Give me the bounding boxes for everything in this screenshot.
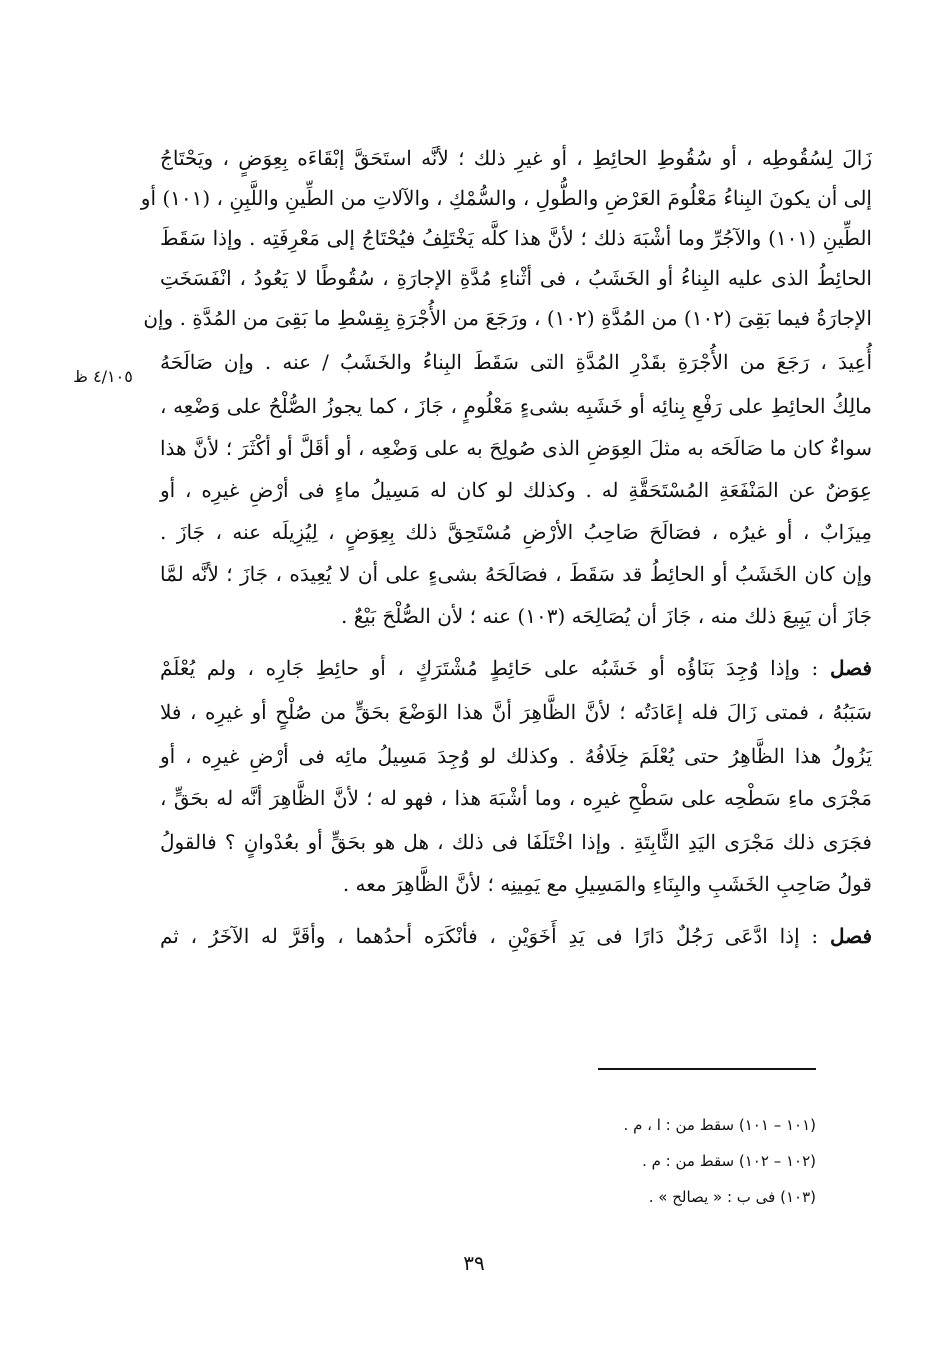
text-line: مَجْرَى ماءِ سَطْحِه على سَطْحِ غيرِه ، وما أشْبَهَ هذا ، فهو له ؛ لأنَّ الظَّاهِرَ أنَّه له بحَقٍّ ، [160, 786, 872, 810]
text-line: أُعِيدَ ، رَجَعَ من الأُجْرَةِ بقَدْرِ المُدَّةِ التى سَقَطَ البِناءُ والخَشَبُ / عنه . وإن صَالَحَهُ [160, 350, 872, 374]
main-text [140, 138, 873, 1118]
section-label: فصل [829, 656, 872, 680]
text-line: مِيزَابٌ ، أو غيرُه ، فصَالَحَ صَاحِبُ الأرْضِ مُسْتَحِقَّ ذلك بِعِوَضٍ ، لِيُزِيلَه عنه ، جَازَ . [160, 520, 872, 544]
text-line: سَبَبُهُ ، فمتى زَالَ فله إعَادَتُه ؛ لأنَّ الظَّاهِرَ أنَّ هذا الوَضْعَ بحَقٍّ من صُلْحٍ أو غيرِه ، فلا [160, 700, 872, 724]
margin-folio-note: ٤/١٠٥ ظ [73, 367, 133, 386]
page-number: ٣٩ [463, 1251, 485, 1275]
footnote: (١٠٣) فى ب : « يصالح » . [648, 1188, 816, 1206]
text-line: الإجارَةُ فيما بَقِىَ (١٠٢) من المُدَّةِ (١٠٢) ، ورَجَعَ من الأُجْرَةِ بِقِسْطِ ما بَقِىَ من المُدَّةِ . وإن [143, 306, 872, 330]
text-line: سواءٌ كان ما صَالَحَه به مثلَ العِوَضِ الذى صُولِحَ به على وَضْعِه ، أو أقَلَّ أو أكْثَرَ ؛ لأنَّ هذا [160, 436, 872, 460]
text-line: فجَرَى ذلك مَجْرَى اليَدِ الثَّابِتَةِ . وإذا اخْتَلَفَا فى ذلك ، هل هو بحَقٍّ أو بعُدْوانٍ ؟ فالقولُ [160, 830, 872, 854]
section-text: : إذا ادَّعَى رَجُلٌ دَارًا فى يَدِ أَخَوَيْنِ ، فأنْكَرَه أحدُهما ، وأقَرَّ له الآخَرُ ، ثم [160, 924, 819, 948]
text-line: الحائِطُ الذى عليه البِناءُ أو الخَشَبُ ، فى أثْناءِ مُدَّةِ الإجارَةِ ، سُقُوطًا لا يَعُودُ ، انْفَسَخَتِ [160, 266, 872, 290]
footnote-divider [598, 1068, 816, 1070]
text-line [160, 916, 872, 956]
text-line: يَزُولُ هذا الظَّاهِرُ حتى يُعْلَمَ خِلَافُهُ . وكذلك لو وُجِدَ مَسِيلُ مائِه فى أرْضِ غيرِه ، أو [160, 744, 872, 768]
section-label: فصل [829, 924, 873, 948]
text-line: مالِكُ الحائِطِ على رَفْعِ بِنائِه أو خَشَبِه بشىءٍ مَعْلُومٍ ، جَازَ ، كما يجوزُ الصُّلْحُ على وَضْعِه ، [160, 394, 872, 418]
text-line: زَالَ لِسُقُوطِه ، أو سُقُوطِ الحائِطِ ، أو غيرِ ذلك ؛ لأنَّه استَحَقَّ إبْقَاءَه بِعِوَضٍ ، ويَحْتَاجُ [160, 146, 872, 170]
section-text: : وإذا وُجِدَ بَنَاؤُه أو خَشَبُه على حَائِطٍ مُشْتَرَكٍ ، أو حائِطِ جَارِه ، ولم يُعْلَمْ [160, 656, 819, 680]
text-line: جَازَ أن يَبِيعَ ذلك منه ، جَازَ أن يُصَالِحَه (١٠٣) عنه ؛ لأن الصُّلْحَ بَيْعٌ . [341, 604, 872, 628]
text-line: إلى أن يكونَ البِناءُ مَعْلُومَ العَرْضِ والطُّولِ ، والسُّمْكِ ، والآلاتِ من الطِّينِ واللَّبِنِ ، (١٠١) أو [140, 186, 872, 210]
footnote: (١٠٢ – ١٠٢) سقط من : م . [642, 1152, 816, 1170]
text-line: عِوَضٌ عن المَنْفَعَةِ المُسْتَحَقَّةِ له . وكذلك لو كان له مَسِيلُ ماءٍ فى أرْضِ غيرِه ، أو [160, 478, 872, 502]
footnote: (١٠١ – ١٠١) سقط من : ا ، م . [623, 1116, 816, 1134]
text-line: وإن كان الخَشَبُ أو الحائِطُ قد سَقَطَ ، فصَالَحَهُ بشىءٍ على أن لا يُعِيدَه ، جَازَ ؛ لأنَّه لمَّا [160, 562, 872, 586]
text-line: الطِّينِ (١٠١) والآجُرِّ وما أشْبَهَ ذلك ؛ لأنَّ هذا كلَّه يَخْتَلِفُ فيُحْتَاجُ إلى مَعْرِفَتِه . وإذا سَقَطَ [160, 226, 872, 250]
text-line [160, 648, 872, 688]
text-line: قولُ صَاحِبِ الخَشَبِ والبِنَاءِ والمَسِيلِ مع يَمِينِه ؛ لأنَّ الظَّاهِرَ معه . [342, 872, 872, 896]
footnotes [440, 1108, 816, 1218]
